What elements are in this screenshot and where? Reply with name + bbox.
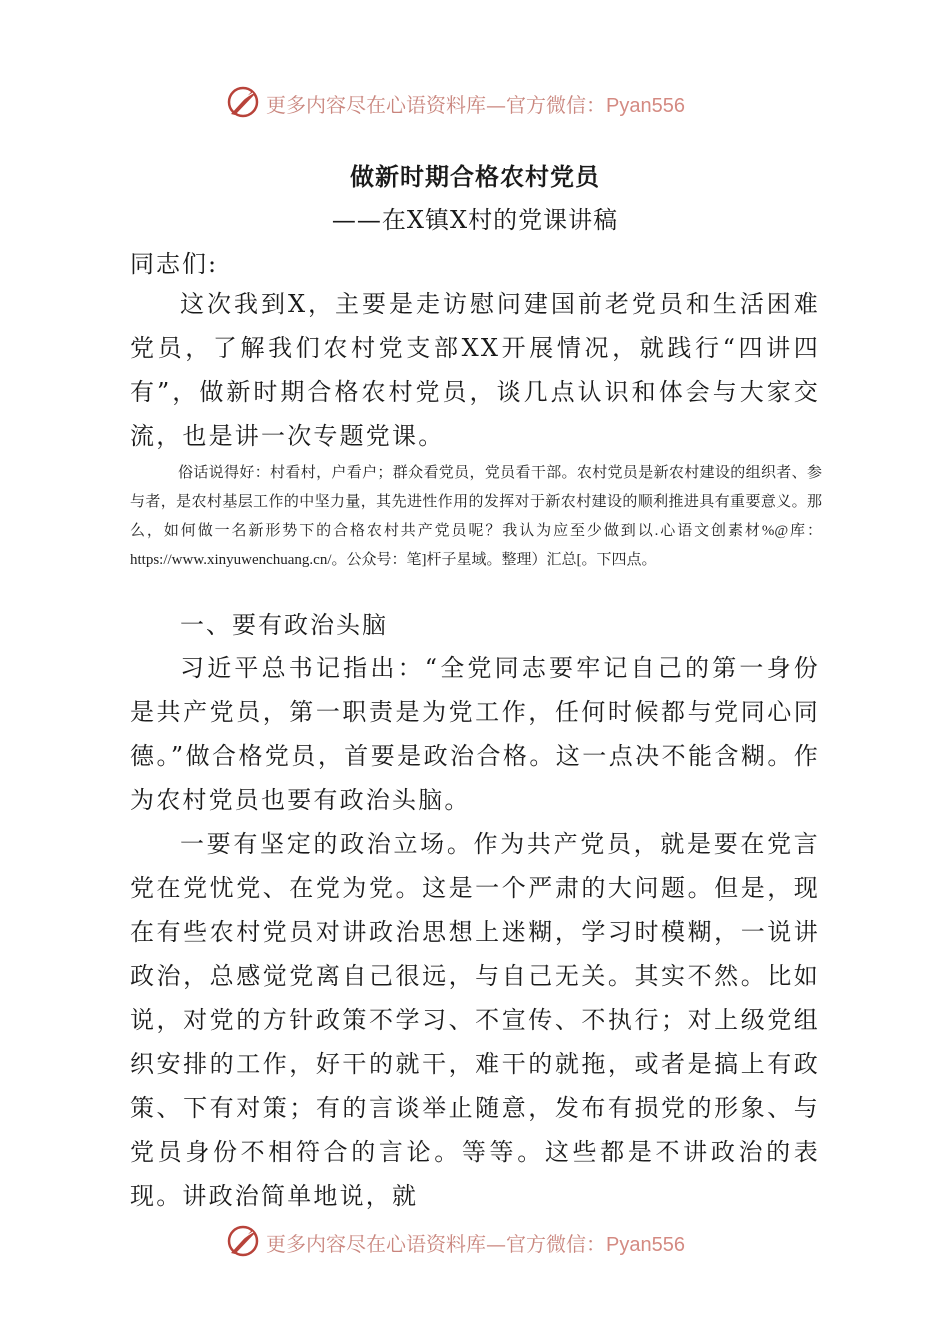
document-subtitle: ——在X镇X村的党课讲稿: [331, 206, 619, 234]
header-banner: [0, 83, 950, 123]
paragraph-quote: 习近平总书记指出：“全党同志要牢记自己的第一身份是共产党员，第一职责是为党工作，任何时候都与党同心同德。”做合格党员，首要是政治合格。这一点决不能含糊。作为农村党员也要有政治头脑。: [130, 654, 820, 814]
banner-label: 更多内容尽在心语资料库—官方微信：: [266, 93, 606, 117]
paragraph-stance: 一要有坚定的政治立场。作为共产党员，就是要在党言党在党忧党、在党为党。这是一个严肃的大问题。但是，现在有些农村党员对讲政治思想上迷糊，学习时模糊，一说讲政治，总感觉党离自己很远，与自己无关。其实不然。比如说，对党的方针政策不学习、不宣传、不执行；对上级党组织安排的工作，好干的就干，难干的就拖，或者是搞上有政策、下有对策；有的言谈举止随意，发布有损党的形象、与党员身份不相符合的言论。等等。这些都是不讲政治的表现。讲政治简单地说，就: [130, 830, 820, 1210]
banner-text: [266, 1228, 685, 1257]
quill-logo-icon: [226, 1224, 260, 1258]
greeting: 同志们:: [130, 250, 219, 278]
banner-text: [266, 89, 685, 118]
banner-wechat-id: Pyan556: [606, 1234, 685, 1256]
banner-wechat-id: Pyan556: [606, 95, 685, 117]
paragraph-intro: 这次我到X，主要是走访慰问建国前老党员和生活困难党员，了解我们农村党支部XX开展情况，就践行“四讲四有”，做新时期合格农村党员，谈几点认识和体会与大家交流，也是讲一次专题党课。: [130, 290, 820, 450]
document-title: 做新时期合格农村党员: [350, 162, 600, 191]
footer-banner: [0, 1222, 950, 1262]
quill-logo-icon: [226, 85, 260, 119]
section-heading: 一、要有政治头脑: [180, 611, 388, 639]
paragraph-saying: 俗话说得好：村看村，户看户；群众看党员，党员看干部。农村党员是新农村建设的组织者、参与者，是农村基层工作的中坚力量，其先进性作用的发挥对于新农村建设的顺利推进具有重要意义。那么，如何做一名新形势下的合格农村共产党员呢？我认为应至少做到以.心语文创素材%@库：https://www.xinyuwenchuang.cn/。公众号：笔]杆子星域。整理）汇总[。下四点。: [130, 465, 822, 568]
banner-label: 更多内容尽在心语资料库—官方微信：: [266, 1232, 606, 1256]
